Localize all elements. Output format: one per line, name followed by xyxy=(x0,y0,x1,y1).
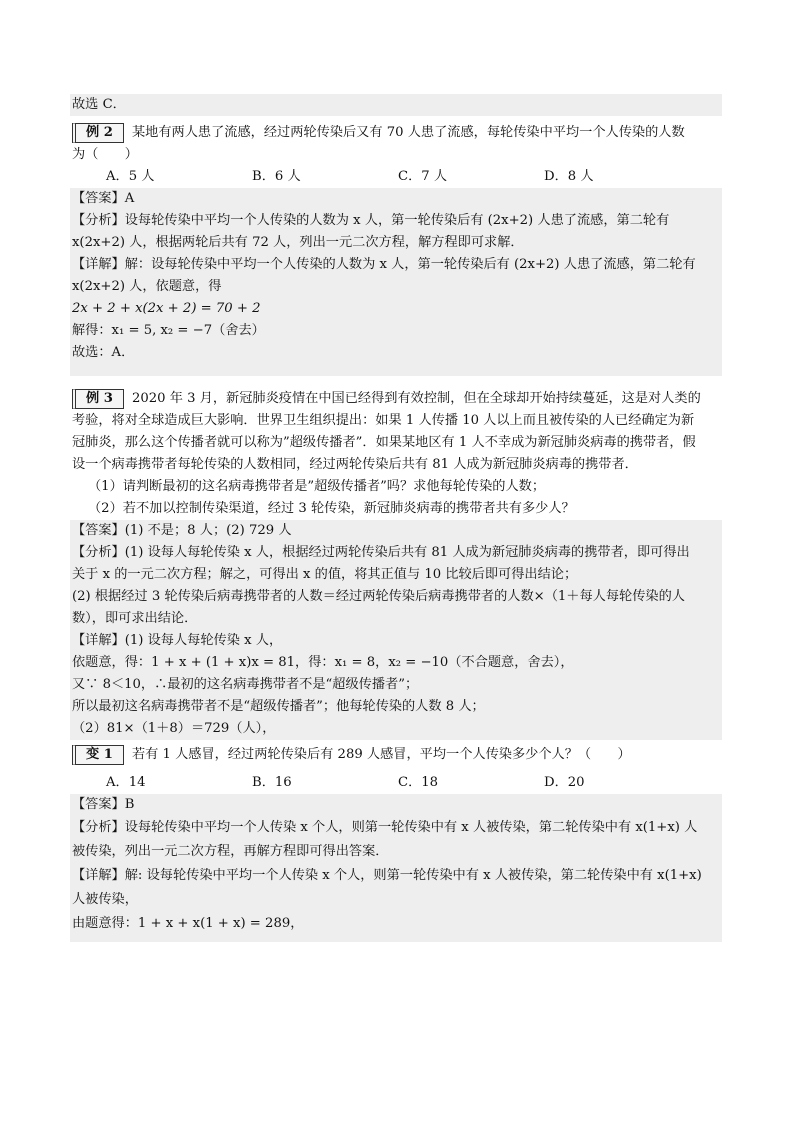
analysis-line: x(2x+2) 人，根据两轮后共有 72 人，列出一元二次方程，解方程即可求解． xyxy=(70,232,722,254)
detail-line: 【详解】(1) 设每人每轮传染 x 人， xyxy=(70,630,722,652)
detail-line: （2）81×（1＋8）＝729（人）， xyxy=(70,718,722,740)
example-2-question xyxy=(70,122,722,144)
variant-1-choices xyxy=(70,772,722,794)
example-2-tag: 例 2 xyxy=(72,123,124,143)
choice-a: A．14 xyxy=(106,775,146,790)
analysis-line: 数），即可求出结论． xyxy=(70,608,722,630)
document-page xyxy=(70,94,722,942)
variant-1-tag: 变 1 xyxy=(72,745,124,765)
example-3-question-cont: 冠肺炎，那么这个传播者就可以称为”超级传播者”．如果某地区有 1 人不幸成为新冠肺炎病毒的携带者，假 xyxy=(72,435,696,450)
example-2-question-cont: 为（ ） xyxy=(72,147,138,162)
example-3-subquestion-2: （2）若不加以控制传染渠道，经过 3 轮传染，新冠肺炎病毒的携带者共有多少人？ xyxy=(88,501,575,516)
analysis-line: 关于 x 的一元二次方程；解之，可得出 x 的值，将其正值与 10 比较后即可得出结论； xyxy=(70,564,722,586)
analysis-line: 【分析】设每轮传染中平均一个人传染的人数为 x 人，第一轮传染后有 (2x+2) 人患了流感，第二轮有 xyxy=(70,210,722,232)
example-3-text: 2020 年 3 月，新冠肺炎疫情在中国已经得到有效控制，但在全球却开始持续蔓延，这是对人类的 xyxy=(131,391,701,406)
example-3-question-cont: 考验，将对全球造成巨大影响．世界卫生组织提出：如果 1 人传播 10 人以上而且被传染的人已经确定为新 xyxy=(72,413,695,428)
example-2-choices xyxy=(70,166,722,188)
answer-line: 【答案】A xyxy=(70,188,722,210)
choice-c: C．18 xyxy=(398,775,439,790)
conclusion-line: 故选：A． xyxy=(70,342,722,364)
detail-line: 人被传染， xyxy=(70,888,722,912)
choice-a: A．5 人 xyxy=(106,169,155,184)
variant-1-question xyxy=(70,744,722,766)
choice-c: C．7 人 xyxy=(398,169,448,184)
detail-line: 依题意，得：1 + x + (1 + x)x = 81，得：x₁ = 8，x₂ = −10（不合题意，舍去）， xyxy=(70,652,722,674)
choice-b: B．16 xyxy=(252,775,292,790)
analysis-line: 【分析】设每轮传染中平均一个人传染 x 个人，则第一轮传染中有 x 人被传染，第二轮传染中有 x(1+x) 人 xyxy=(70,816,722,840)
detail-line: 【详解】解: 设每轮传染中平均一个人传染 x 个人，则第一轮传染中有 x 人被传染，第二轮传染中有 x(1+x) xyxy=(70,864,722,888)
variant-1-text: 若有 1 人感冒，经过两轮传染后有 289 人感冒，平均一个人传染多少个人？（ ） xyxy=(131,747,631,762)
detail-line: x(2x+2) 人，依题意，得 xyxy=(70,276,722,298)
detail-line: 所以最初这名病毒携带者不是“超级传播者”；他每轮传染的人数 8 人； xyxy=(70,696,722,718)
choice-b: B．6 人 xyxy=(252,169,301,184)
equation-line: 2x + 2 + x(2x + 2) = 70 + 2 xyxy=(70,298,722,320)
detail-line: 又∵ 8＜10，∴最初的这名病毒携带者不是“超级传播者”； xyxy=(70,674,722,696)
example-3-subquestion-1: （1）请判断最初的这名病毒携带者是”超级传播者”吗？求他每轮传染的人数； xyxy=(88,479,546,494)
example-3-tag: 例 3 xyxy=(72,389,124,409)
analysis-line: 被传染，列出一元二次方程，再解方程即可得出答案． xyxy=(70,840,722,864)
example-3-question-cont: 设一个病毒携带者每轮传染的人数相同，经过两轮传染后共有 81 人成为新冠肺炎病毒的携带者． xyxy=(72,457,638,472)
example-3-question xyxy=(70,388,722,410)
example-2-text: 某地有两人患了流感，经过两轮传染后又有 70 人患了流感，每轮传染中平均一个人传染的人数 xyxy=(131,125,685,140)
equation-line: 由题意得：1 + x + x(1 + x) = 289， xyxy=(70,912,722,936)
conclusion-line: 故选 C． xyxy=(70,94,722,116)
detail-line: 【详解】解：设每轮传染中平均一个人传染的人数为 x 人，第一轮传染后有 (2x+2) 人患了流感，第二轮有 xyxy=(70,254,722,276)
answer-line: 【答案】(1) 不是；8 人；(2) 729 人 xyxy=(70,520,722,542)
choice-d: D．8 人 xyxy=(544,169,594,184)
analysis-line: (2) 根据经过 3 轮传染后病毒携带者的人数＝经过两轮传染后病毒携带者的人数×（1＋每人每轮传染的人 xyxy=(70,586,722,608)
choice-d: D．20 xyxy=(544,775,585,790)
analysis-line: 【分析】(1) 设每人每轮传染 x 人，根据经过两轮传染后共有 81 人成为新冠肺炎病毒的携带者，即可得出 xyxy=(70,542,722,564)
answer-line: 【答案】B xyxy=(70,794,722,816)
solution-line: 解得：x₁ = 5, x₂ = −7（舍去） xyxy=(70,320,722,342)
